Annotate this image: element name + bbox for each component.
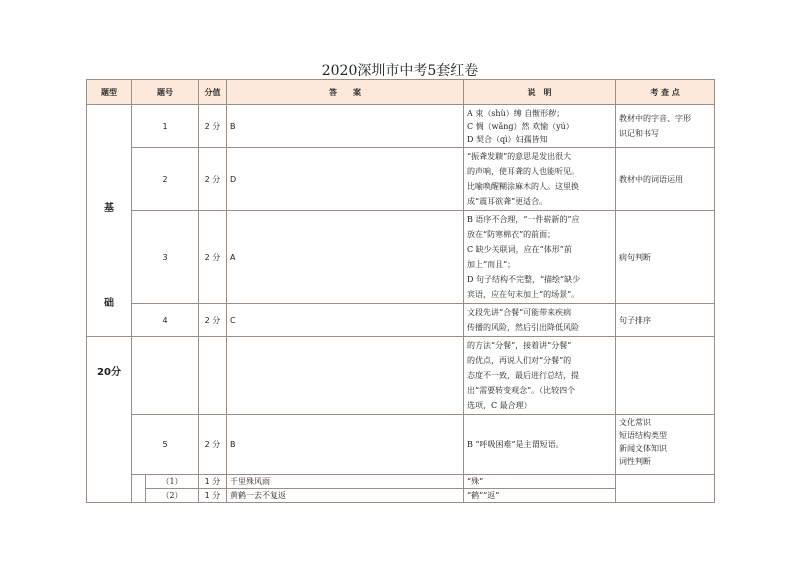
question-score [199,337,227,415]
header-type: 题型 [87,80,132,105]
category-name-mid: 础 [104,297,114,309]
category-name-top: 基 [104,202,114,214]
question-answer: A [227,211,464,304]
subquestion-point [616,475,715,503]
question-number [132,337,199,415]
table-row [87,337,715,415]
subrow-indent [132,475,146,489]
question-explanation [464,304,616,337]
header-explanation: 说 明 [464,80,616,105]
table-row [87,415,715,475]
question-number: 2 [132,148,199,211]
question-score: 2 分 [199,415,227,475]
question-point [616,415,715,475]
table-row [87,211,715,304]
question-explanation [464,415,616,475]
explanation-line: C 惆（wǎng）然 欢愉（yú） [467,121,574,131]
question-answer: D [227,148,464,211]
point-line: 教材中的字音、字形 [619,114,691,123]
explanation-line: 的优点，再说人们对“分餐”的 [467,356,572,365]
header-answer: 答 案 [227,80,464,105]
point-line: 词性判断 [619,457,651,466]
subquestion-score: 1 分 [199,489,227,503]
point-line: 短语结构类型 [619,431,667,440]
question-score: 2 分 [199,148,227,211]
subquestion-score: 1 分 [199,475,227,489]
explanation-line: A 束（shù）缚 自惭形秽； [467,108,565,118]
point-line: 句子排序 [619,315,651,325]
page-title: 2020深圳市中考5套红卷 [321,63,479,79]
explanation-line: 传播的风险，然后引出降低风险 [467,323,579,332]
explanation-line: 比喻唤醒糊涂麻木的人。这里换 [467,182,579,191]
question-explanation [464,211,616,304]
explanation-line: 的声响，使耳聋的人也能听见。 [467,167,579,176]
header-number: 题号 [132,80,199,105]
question-number: 3 [132,211,199,304]
explanation-line: 加上“而且”； [467,260,516,269]
subquestion-explanation: “鹤”“返” [464,489,616,503]
subquestion-explanation: “殊” [464,475,616,489]
point-line: 病句判断 [619,252,651,262]
explanation-line: B 语序不合理，“一件崭新的”应 [467,215,580,224]
explanation-line: “振聋发聩”的意思是发出很大 [467,152,572,161]
question-explanation [464,105,616,148]
question-explanation [464,148,616,211]
table-row [87,105,715,148]
question-score: 2 分 [199,211,227,304]
explanation-line: 文段先讲“合餐”可能带来疾病 [467,308,572,317]
explanation-line: 成“震耳欲聋”更适合。 [467,197,548,206]
explanation-line: 放在“防寒棉衣”的前面； [467,230,556,239]
explanation-line: 态度不一致，最后进行总结，提 [467,371,579,380]
question-answer [227,337,464,415]
header-score: 分值 [199,80,227,105]
question-point [616,211,715,304]
subquestion-number: （1） [146,475,199,489]
table-subrow [87,475,715,489]
subquestion-answer: 黄鹤一去不复返 [227,489,464,503]
point-line: 文化常识 [619,418,651,427]
explanation-line: 的方法“分餐”，接着讲“分餐” [467,341,572,350]
question-score: 2 分 [199,105,227,148]
point-line: 识记和书写 [619,129,659,138]
subrow-indent [132,489,146,503]
answer-table [86,79,715,503]
point-line: 教材中的词语运用 [619,174,683,184]
question-number: 4 [132,304,199,337]
explanation-line: D 句子结构不完整，“描绘”缺少 [467,275,581,284]
explanation-line: C 缺少关联词，应在“体形”前 [467,245,572,254]
question-explanation [464,337,616,415]
table-row [87,304,715,337]
point-line: 新闻文体知识 [619,444,667,453]
question-answer: C [227,304,464,337]
question-answer: B [227,105,464,148]
question-point [616,105,715,148]
explanation-line: B “呼吸困难”是主谓短语。 [467,440,564,449]
question-score: 2 分 [199,304,227,337]
question-point [616,337,715,415]
explanation-line: 出“需要转变观念”。（比较四个 [467,386,576,395]
category-total: 20分 [87,337,132,503]
subquestion-number: （2） [146,489,199,503]
category-cell-top [87,105,132,337]
question-point [616,304,715,337]
table-row [87,148,715,211]
explanation-line: 选项，C 最合理） [467,401,532,410]
explanation-line: D 契合（qì）妇孺皆知 [467,134,548,144]
table-header-row [87,80,715,105]
header-point: 考 查 点 [616,80,715,105]
question-point [616,148,715,211]
explanation-line: 宾语，应在句末加上“的场景”。 [467,290,580,299]
question-number: 5 [132,415,199,475]
question-number: 1 [132,105,199,148]
question-answer: B [227,415,464,475]
subquestion-answer: 千里殊风雨 [227,475,464,489]
